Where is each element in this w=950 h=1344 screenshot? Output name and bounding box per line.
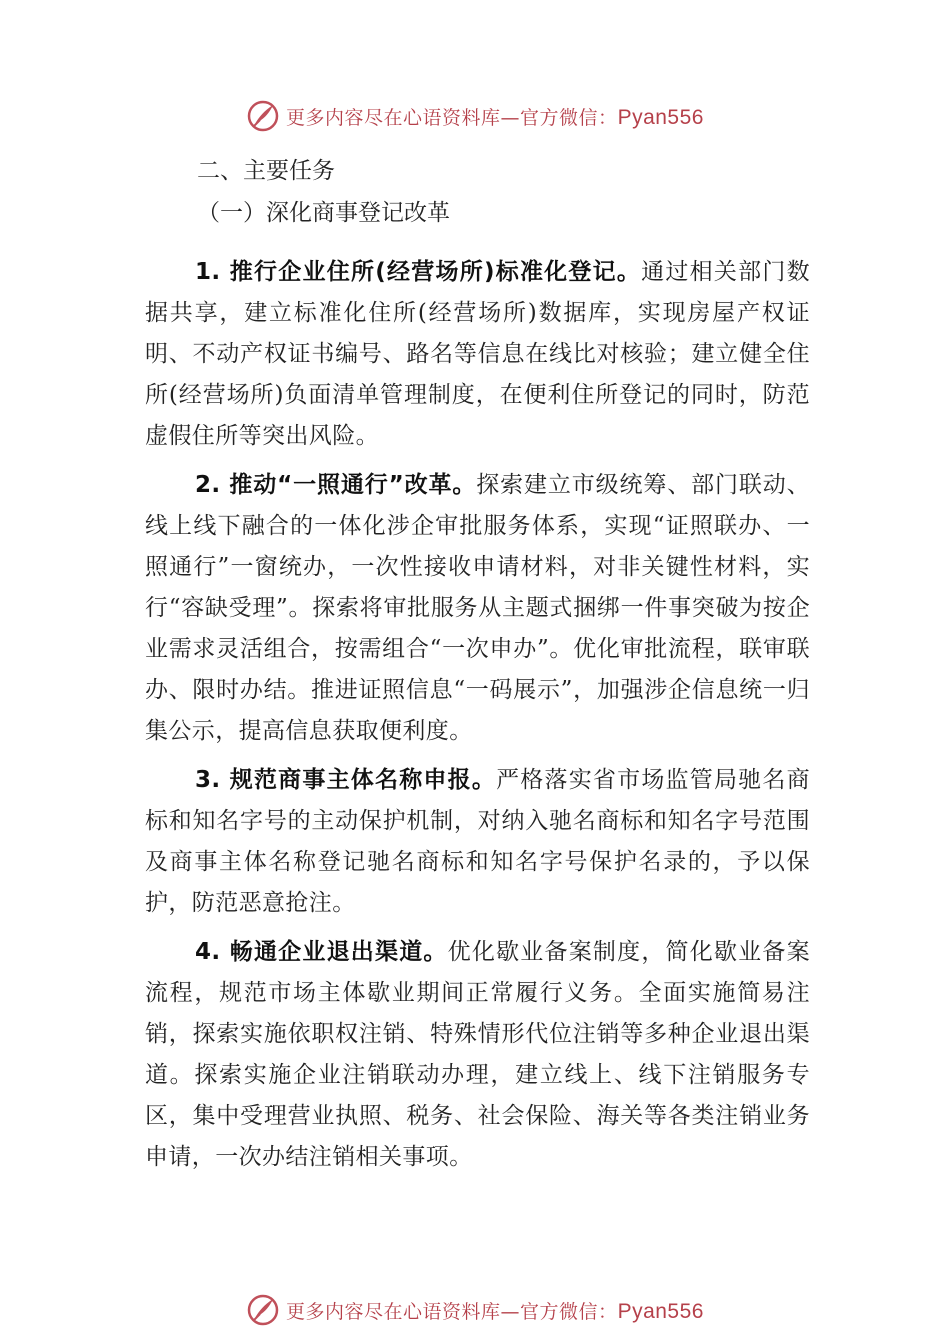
subsection-heading: （一）深化商事登记改革	[197, 200, 450, 226]
task-item-2	[145, 465, 810, 752]
task-item-1	[145, 252, 810, 457]
section-heading: 二、主要任务	[197, 158, 335, 184]
watermark-text	[286, 1297, 704, 1324]
watermark-label: 官方微信：	[520, 1300, 618, 1323]
watermark-handle: Pyan556	[617, 105, 704, 129]
watermark-dash: —	[500, 1300, 521, 1323]
task-item-3-body: 严格落实省市场监管局驰名商标和知名字号的主动保护机制，对纳入驰名商标和知名字号范围及商事主体名称登记驰名商标和知名字号保护名录的，予以保护，防范恶意抢注。	[145, 767, 810, 916]
task-item-4-lead: 4. 畅通企业退出渠道。	[195, 939, 448, 965]
task-item-3	[145, 760, 810, 924]
watermark-dash: —	[500, 106, 521, 129]
watermark-label: 官方微信：	[520, 106, 618, 129]
watermark-text	[286, 103, 704, 130]
feather-pen-logo-icon	[246, 1293, 280, 1327]
task-item-4	[145, 932, 810, 1178]
watermark-handle: Pyan556	[617, 1299, 704, 1323]
task-item-1-body: 通过相关部门数据共享，建立标准化住所(经营场所)数据库，实现房屋产权证明、不动产权证书编号、路名等信息在线比对核验；建立健全住所(经营场所)负面清单管理制度，在便利住所登记的同时，防范虚假住所等突出风险。	[145, 259, 811, 449]
watermark-brand: 更多内容尽在心语资料库	[286, 1300, 501, 1323]
task-item-3-lead: 3. 规范商事主体名称申报。	[195, 767, 497, 793]
document-body	[145, 150, 810, 1178]
task-item-2-body: 探索建立市级统筹、部门联动、线上线下融合的一体化涉企审批服务体系，实现“证照联办、一照通行”一窗统办，一次性接收申请材料，对非关键性材料，实行“容缺受理”。探索将审批服务从主题式捆绑一件事突破为按企业需求灵活组合，按需组合“一次申办”。优化审批流程，联审联办、限时办结。推进证照信息“一码展示”，加强涉企信息统一归集公示，提高信息获取便利度。	[145, 472, 810, 744]
footer-watermark	[0, 1290, 950, 1330]
header-watermark	[0, 96, 950, 136]
task-item-4-body: 优化歇业备案制度，简化歇业备案流程，规范市场主体歇业期间正常履行义务。全面实施简易注销，探索实施依职权注销、特殊情形代位注销等多种企业退出渠道。探索实施企业注销联动办理，建立线上、线下注销服务专区，集中受理营业执照、税务、社会保险、海关等各类注销业务申请，一次办结注销相关事项。	[145, 939, 810, 1170]
watermark-brand: 更多内容尽在心语资料库	[286, 106, 501, 129]
task-item-1-lead: 1. 推行企业住所(经营场所)标准化登记。	[195, 259, 642, 285]
feather-pen-logo-icon	[246, 99, 280, 133]
task-item-2-lead: 2. 推动“一照通行”改革。	[195, 472, 477, 498]
